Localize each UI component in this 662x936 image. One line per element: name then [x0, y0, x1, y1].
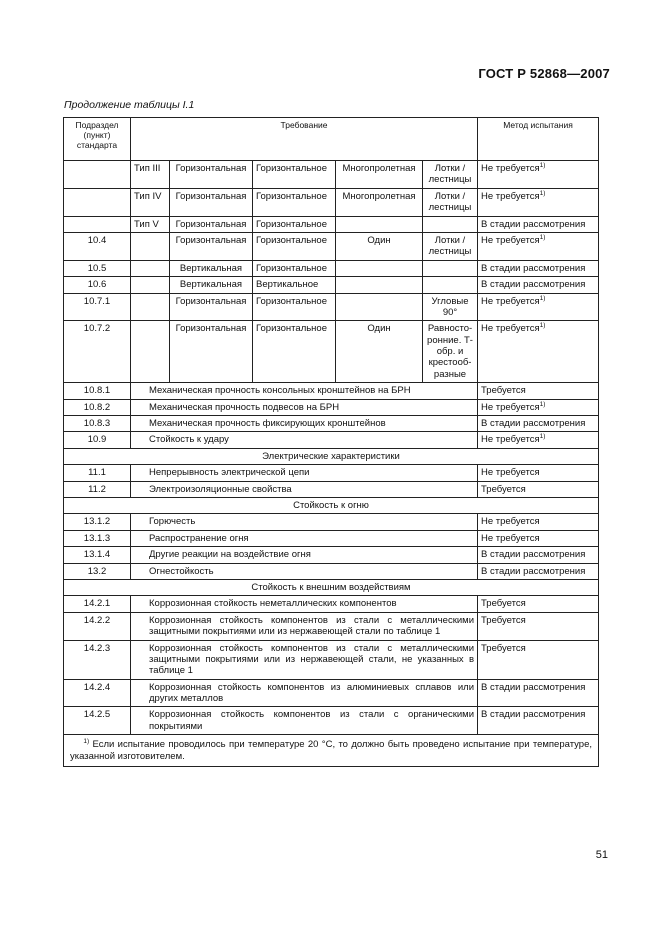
section-row: [64, 448, 599, 464]
element-cell: [423, 293, 478, 321]
orientation-cell: [170, 232, 253, 260]
requirement-cell: [131, 707, 478, 735]
element-cell-text: Равносто-ронние. Т-обр. и крестооб-разные: [427, 323, 473, 380]
subsection-cell-text: 14.2.5: [83, 709, 111, 721]
subsection-cell: [64, 596, 131, 612]
method-cell: [478, 563, 599, 579]
requirement-cell: [131, 640, 478, 679]
type-cell: [131, 321, 170, 383]
position-cell-text: Вертикальное: [256, 279, 319, 291]
footnote-ref: 1): [539, 322, 546, 330]
method-cell: [478, 481, 599, 497]
requirement-cell: [131, 596, 478, 612]
table-row: [64, 260, 599, 276]
requirement-cell-text: Огнестойкость: [149, 565, 214, 577]
position-cell-text: Горизонтальное: [256, 218, 327, 230]
subsection-cell-text: 13.1.3: [83, 532, 111, 544]
method-cell: [478, 432, 599, 448]
table-row: [64, 481, 599, 497]
subsection-cell-text: 10.6: [87, 279, 107, 291]
position-cell-text: Горизонтальное: [256, 190, 327, 202]
table-row: [64, 514, 599, 530]
method-cell: [478, 399, 599, 415]
position-cell: [253, 188, 336, 216]
section-fire-text: Стойкость к огню: [293, 499, 369, 511]
subsection-cell-text: 14.2.2: [83, 614, 111, 626]
subsection-cell: [64, 432, 131, 448]
subsection-cell: [64, 707, 131, 735]
method-cell-text: В стадии рассмотрения: [481, 549, 586, 561]
method-cell: [478, 293, 599, 321]
orientation-cell-text: Горизонтальная: [175, 218, 247, 230]
subsection-cell-text: 13.1.4: [83, 549, 111, 561]
method-cell-text: Не требуется: [481, 467, 540, 479]
subsection-cell-text: 10.5: [87, 262, 107, 274]
requirement-cell-text: Механическая прочность консольных кронштейнов на БРН: [149, 385, 411, 397]
element-cell: [423, 232, 478, 260]
requirement-cell: [131, 416, 478, 432]
method-cell: [478, 547, 599, 563]
requirement-cell-text: Коррозионная стойкость компонентов из алюминиевых сплавов или других металлов: [149, 681, 475, 705]
type-cell: [131, 216, 170, 232]
table-row: [64, 547, 599, 563]
table-row: [64, 321, 599, 383]
method-cell-text: Требуется: [481, 598, 526, 610]
method-cell-text: Не требуется: [481, 323, 540, 335]
method-cell-text: В стадии рассмотрения: [481, 279, 586, 291]
orientation-cell: [170, 161, 253, 189]
orientation-cell: [170, 188, 253, 216]
orientation-cell-text: Горизонтальная: [175, 190, 247, 202]
method-cell-text: Не требуется: [481, 234, 540, 246]
subsection-cell: [64, 161, 131, 189]
table-row: [64, 563, 599, 579]
element-cell: [423, 188, 478, 216]
subsection-cell-text: 10.8.2: [83, 401, 111, 413]
section-external-text: Стойкость к внешним воздействиям: [251, 581, 411, 593]
span-cell: [336, 260, 423, 276]
method-cell-text: Требуется: [481, 483, 526, 495]
element-cell: [423, 260, 478, 276]
method-cell-text: В стадии рассмотрения: [481, 418, 586, 430]
subsection-cell-text: 13.1.2: [83, 516, 111, 528]
method-cell: [478, 640, 599, 679]
element-cell-text: Лотки / лестницы: [428, 163, 472, 186]
requirement-cell-text: Другие реакции на воздействие огня: [149, 549, 311, 561]
footnote-row: [64, 735, 599, 767]
method-cell: [478, 416, 599, 432]
element-cell-text: Лотки / лестницы: [428, 190, 472, 214]
column-header-requirement: Требование: [131, 118, 478, 161]
requirement-cell: [131, 612, 478, 640]
footnote-ref: 1): [539, 294, 546, 302]
position-cell: [253, 293, 336, 321]
requirement-cell: [131, 530, 478, 546]
method-cell: [478, 514, 599, 530]
requirement-cell: [131, 432, 478, 448]
method-cell: [478, 383, 599, 399]
position-cell: [253, 232, 336, 260]
subsection-cell: [64, 679, 131, 707]
method-cell-text: Не требуется: [481, 516, 540, 528]
orientation-cell-text: Вертикальная: [179, 262, 243, 274]
type-cell: [131, 161, 170, 189]
column-header-subsection: Подраздел (пункт) стандарта: [64, 118, 131, 161]
position-cell-text: Горизонтальное: [256, 234, 327, 246]
requirements-table: [63, 117, 599, 767]
subsection-cell: [64, 260, 131, 276]
subsection-cell: [64, 640, 131, 679]
subsection-cell: [64, 547, 131, 563]
position-cell-text: Горизонтальное: [256, 295, 327, 307]
subsection-cell-text: 11.1: [88, 467, 106, 479]
method-cell-text: В стадии рассмотрения: [481, 565, 586, 577]
section-row: [64, 579, 599, 595]
requirement-cell-text: Горючесть: [149, 516, 196, 528]
method-cell-text: Не требуется: [481, 190, 540, 202]
position-cell: [253, 216, 336, 232]
subsection-cell-text: 10.7.2: [83, 323, 111, 335]
position-cell: [253, 161, 336, 189]
section-electric-text: Электрические характеристики: [262, 450, 400, 462]
element-cell: [423, 216, 478, 232]
element-cell: [423, 161, 478, 189]
subsection-cell: [64, 416, 131, 432]
header-row: [64, 118, 599, 161]
footnote-mark: 1): [83, 738, 90, 746]
section-fire: [64, 497, 599, 513]
subsection-cell-text: 10.4: [87, 234, 107, 246]
table-row: [64, 399, 599, 415]
requirement-cell: [131, 481, 478, 497]
type-cell-text: Тип III: [134, 163, 161, 174]
type-cell: [131, 188, 170, 216]
method-cell-text: Требуется: [481, 385, 526, 397]
subsection-cell: [64, 321, 131, 383]
method-cell-text: Требуется: [481, 642, 526, 654]
requirement-cell-text: Распространение огня: [149, 532, 249, 544]
table-row: [64, 707, 599, 735]
method-cell: [478, 465, 599, 481]
method-cell: [478, 707, 599, 735]
requirement-cell: [131, 399, 478, 415]
method-cell-text: В стадии рассмотрения: [481, 681, 586, 693]
orientation-cell: [170, 277, 253, 293]
requirement-cell: [131, 679, 478, 707]
page-number: 51: [595, 849, 608, 861]
type-cell: [131, 260, 170, 276]
subsection-cell-text: 14.2.3: [83, 642, 111, 654]
span-cell: [336, 232, 423, 260]
type-cell: [131, 277, 170, 293]
method-cell: [478, 277, 599, 293]
requirement-cell: [131, 563, 478, 579]
position-cell-text: Горизонтальное: [256, 163, 327, 174]
element-cell-text: Угловые 90°: [431, 295, 469, 318]
span-cell: [336, 321, 423, 383]
orientation-cell-text: Вертикальная: [179, 279, 243, 291]
span-cell-text: Многопролетная: [342, 190, 416, 202]
position-cell: [253, 321, 336, 383]
subsection-cell: [64, 612, 131, 640]
orientation-cell: [170, 321, 253, 383]
footnote-ref: 1): [539, 233, 546, 241]
table-row: [64, 612, 599, 640]
orientation-cell-text: Горизонтальная: [175, 323, 247, 335]
subsection-cell-text: 13.2: [87, 565, 107, 577]
type-cell: [131, 232, 170, 260]
method-cell-text: Требуется: [481, 614, 526, 626]
method-cell: [478, 612, 599, 640]
document-id: ГОСТ Р 52868—2007: [478, 66, 610, 81]
requirement-cell: [131, 465, 478, 481]
requirement-cell: [131, 547, 478, 563]
position-cell: [253, 260, 336, 276]
subsection-cell: [64, 188, 131, 216]
method-cell-text: Не требуется: [481, 163, 540, 174]
requirement-cell: [131, 514, 478, 530]
table-row: [64, 465, 599, 481]
table-row: [64, 383, 599, 399]
table-row: [64, 432, 599, 448]
method-cell-text: Не требуется: [481, 434, 540, 446]
orientation-cell-text: Горизонтальная: [175, 234, 247, 246]
method-cell: [478, 161, 599, 189]
table-row: [64, 679, 599, 707]
type-cell-text: Тип V: [134, 218, 159, 230]
method-cell: [478, 260, 599, 276]
method-cell: [478, 679, 599, 707]
subsection-cell: [64, 277, 131, 293]
method-cell: [478, 188, 599, 216]
span-cell-text: Один: [367, 323, 391, 335]
orientation-cell-text: Горизонтальная: [175, 295, 247, 307]
subsection-cell: [64, 216, 131, 232]
span-cell: [336, 216, 423, 232]
requirement-cell-text: Коррозионная стойкость компонентов из стали с металлическими защитными покрытиями или из нержавеющей стали, не указанных в таблице 1: [149, 642, 475, 677]
method-cell: [478, 216, 599, 232]
method-cell-text: В стадии рассмотрения: [481, 218, 586, 230]
subsection-cell: [64, 563, 131, 579]
section-row: [64, 497, 599, 513]
section-electric: [64, 448, 599, 464]
position-cell: [253, 277, 336, 293]
requirement-cell-text: Механическая прочность фиксирующих кронштейнов: [149, 418, 386, 430]
table-row: [64, 188, 599, 216]
table-row: [64, 640, 599, 679]
type-cell-text: Тип IV: [134, 190, 162, 202]
method-cell-text: В стадии рассмотрения: [481, 709, 586, 721]
span-cell: [336, 277, 423, 293]
subsection-cell-text: 10.7.1: [83, 295, 111, 307]
orientation-cell: [170, 216, 253, 232]
method-cell: [478, 530, 599, 546]
method-cell: [478, 321, 599, 383]
requirement-cell-text: Коррозионная стойкость компонентов из стали с металлическими защитными покрытиями или из нержавеющей стали по таблице 1: [149, 614, 475, 638]
table-row: [64, 416, 599, 432]
element-cell: [423, 277, 478, 293]
span-cell-text: Многопролетная: [342, 163, 416, 174]
requirement-cell-text: Стойкость к удару: [149, 434, 229, 446]
table-row: [64, 161, 599, 189]
requirement-cell-text: Коррозионная стойкость компонентов из стали с органическими покрытиями: [149, 709, 475, 732]
element-cell: [423, 321, 478, 383]
subsection-cell-text: 11.2: [88, 483, 106, 495]
subsection-cell-text: 14.2.4: [83, 681, 111, 693]
footnote-ref: 1): [539, 400, 546, 408]
table-caption: Продолжение таблицы I.1: [64, 99, 195, 111]
subsection-cell: [64, 293, 131, 321]
method-cell-text: Не требуется: [481, 532, 540, 544]
subsection-cell-text: 10.9: [87, 434, 107, 446]
requirement-cell: [131, 383, 478, 399]
footnote-text: Если испытание проводилось при температуре 20 °С, то должно быть проведено испытание при температуре, указанной изготовителем.: [70, 739, 593, 762]
section-external: [64, 579, 599, 595]
subsection-cell-text: 14.2.1: [83, 598, 111, 610]
table-row: [64, 596, 599, 612]
orientation-cell-text: Горизонтальная: [175, 163, 247, 174]
span-cell: [336, 161, 423, 189]
footnote-ref: 1): [539, 189, 546, 197]
method-cell: [478, 232, 599, 260]
position-cell-text: Горизонтальное: [256, 323, 327, 335]
table-row: [64, 293, 599, 321]
footnote: [64, 735, 599, 767]
orientation-cell: [170, 293, 253, 321]
footnote-ref: 1): [539, 433, 546, 441]
orientation-cell: [170, 260, 253, 276]
span-cell-text: Один: [367, 234, 391, 246]
table-row: [64, 530, 599, 546]
subsection-cell: [64, 383, 131, 399]
requirement-cell-text: Коррозионная стойкость неметаллических компонентов: [149, 598, 397, 610]
table-row: [64, 216, 599, 232]
type-cell: [131, 293, 170, 321]
subsection-cell: [64, 399, 131, 415]
table-row: [64, 232, 599, 260]
method-cell-text: Не требуется: [481, 295, 540, 307]
column-header-method: Метод испытания: [478, 118, 599, 161]
subsection-cell: [64, 514, 131, 530]
span-cell: [336, 188, 423, 216]
method-cell: [478, 596, 599, 612]
subsection-cell-text: 10.8.3: [83, 418, 111, 430]
subsection-cell: [64, 530, 131, 546]
element-cell-text: Лотки / лестницы: [428, 234, 472, 258]
subsection-cell: [64, 232, 131, 260]
position-cell-text: Горизонтальное: [256, 262, 327, 274]
span-cell: [336, 293, 423, 321]
requirement-cell-text: Электроизоляционные свойства: [149, 483, 292, 495]
method-cell-text: Не требуется: [481, 401, 540, 413]
method-cell-text: В стадии рассмотрения: [481, 262, 586, 274]
subsection-cell: [64, 481, 131, 497]
table-row: [64, 277, 599, 293]
requirement-cell-text: Механическая прочность подвесов на БРН: [149, 401, 340, 413]
subsection-cell: [64, 465, 131, 481]
subsection-cell-text: 10.8.1: [83, 385, 111, 397]
footnote-ref: 1): [539, 161, 546, 169]
requirement-cell-text: Непрерывность электрической цепи: [149, 467, 310, 479]
